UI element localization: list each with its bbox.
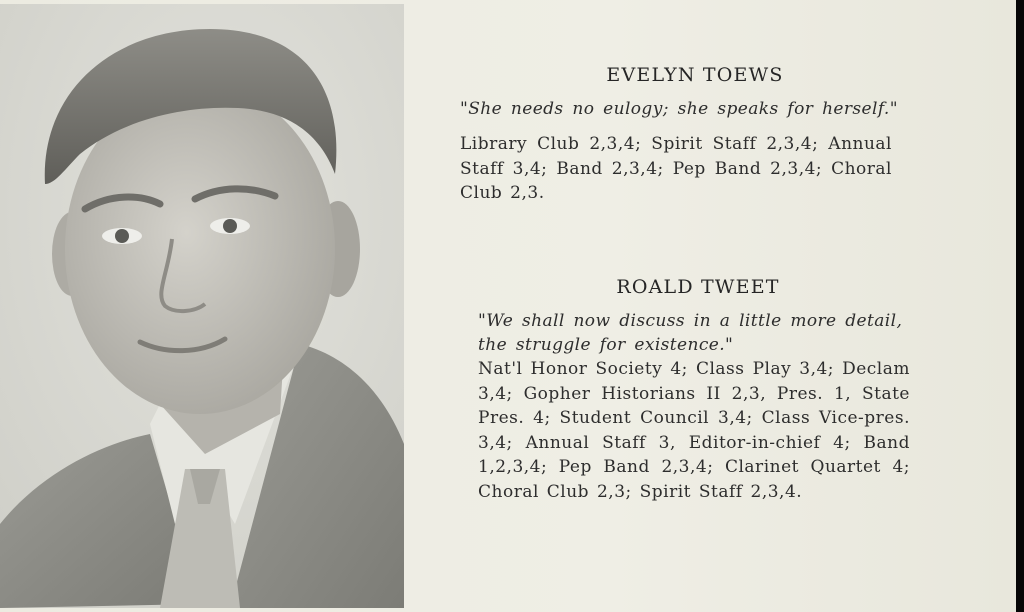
- student-activities: Nat'l Honor Society 4; Class Play 3,4; Declam 3,4; Gopher Historians II 2,3, Pres. 1, State Pres. 4; Student Council 3,4; Class Vice-pres. 3,4; Annual Staff 3, Editor-in-chief 4; Band 1,2,3,4; Pep Band 2,3,4; Clarinet Quartet 4; Choral Club 2,3; Spirit Staff 2,3,4.: [478, 359, 910, 502]
- page-edge-border: [1016, 0, 1024, 612]
- student-quote: "We shall now discuss in a little more detail, the struggle for existence.": [478, 311, 903, 355]
- student-name: EVELYN TOEWS: [606, 64, 784, 86]
- entry-roald-tweet: [478, 274, 918, 504]
- student-portrait-photo: [0, 4, 404, 608]
- student-name: ROALD TWEET: [616, 276, 780, 298]
- entry-evelyn-toews: [460, 62, 910, 206]
- portrait-illustration: [0, 4, 404, 608]
- student-activities: Library Club 2,3,4; Spirit Staff 2,3,4; Annual Staff 3,4; Band 2,3,4; Pep Band 2,3,4; Choral Club 2,3.: [460, 134, 892, 203]
- student-quote: "She needs no eulogy; she speaks for herself.": [460, 99, 898, 119]
